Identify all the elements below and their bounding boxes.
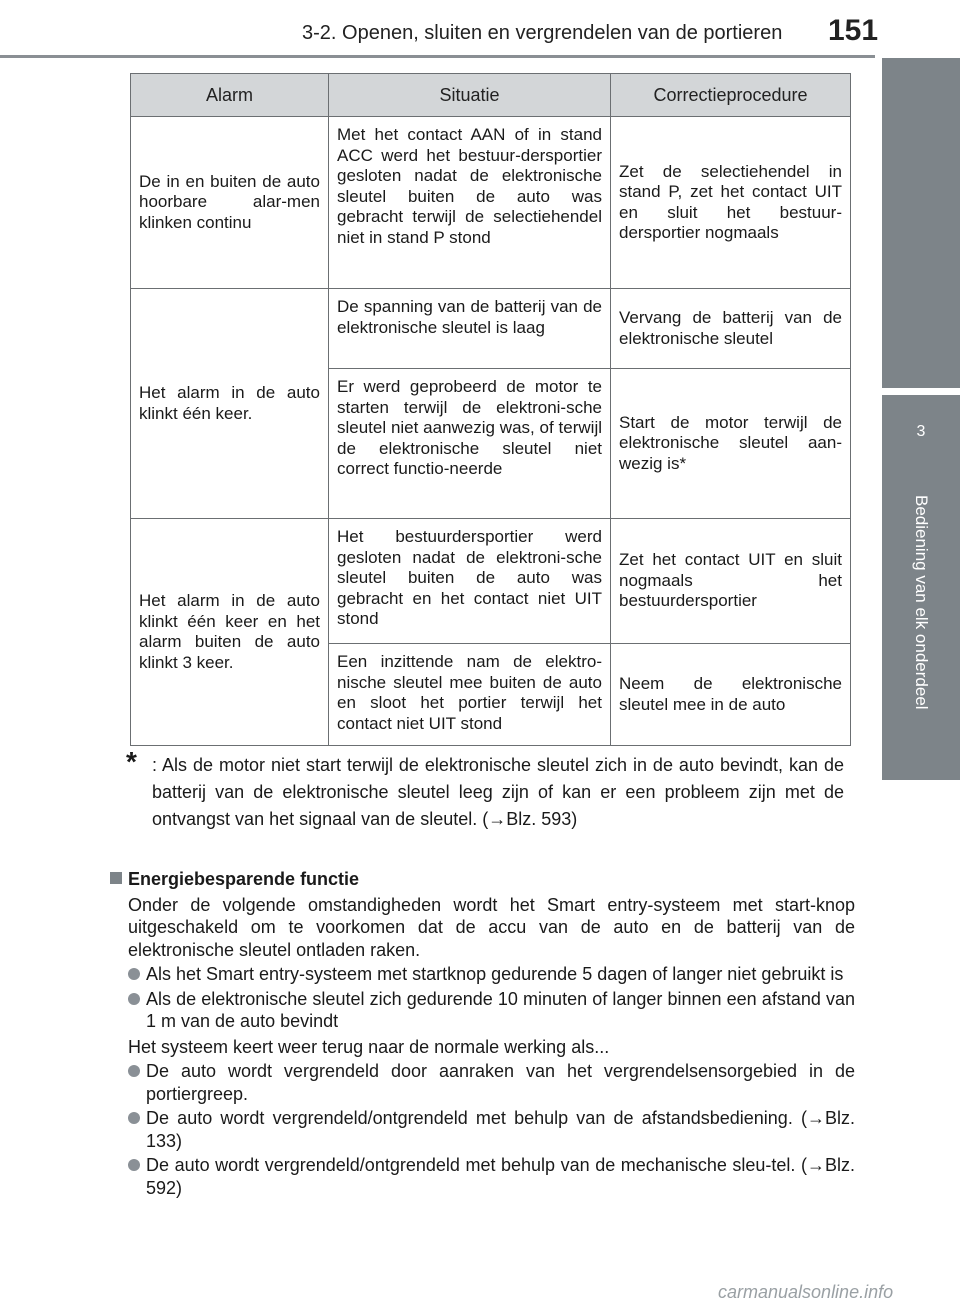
situation-cell: De spanning van de batterij van de elektronische sleutel is laag bbox=[329, 289, 611, 369]
circle-bullet-icon bbox=[128, 1112, 140, 1124]
circle-bullet-icon bbox=[128, 1159, 140, 1171]
square-bullet-icon bbox=[110, 872, 122, 884]
alarm-cell: De in en buiten de auto hoorbare alar-men klinken continu bbox=[131, 117, 329, 289]
section-intro: Onder de volgende omstandigheden wordt het Smart entry-systeem met start-knop uitgeschakeld om te voorkomen dat de accu van de auto en de batterij van de elektronische sleutel ontladen raken. bbox=[128, 894, 855, 960]
alarm-table bbox=[130, 73, 851, 746]
list-item-text: De auto wordt vergrendeld door aanraken van het vergrendelsensorgebied in de portiergreep. bbox=[146, 1061, 855, 1104]
list-item-text: Als het Smart entry-systeem met startknop gedurende 5 dagen of langer niet gebruikt is bbox=[146, 964, 844, 984]
section-heading bbox=[110, 868, 855, 891]
column-header-alarm: Alarm bbox=[131, 74, 329, 117]
list-item bbox=[110, 963, 855, 986]
header-divider bbox=[0, 55, 875, 58]
list-item bbox=[110, 1060, 855, 1105]
procedure-cell: Vervang de batterij van de elektronische sleutel bbox=[611, 289, 851, 369]
situation-cell: Er werd geprobeerd de motor te starten terwijl de elektroni-sche sleutel niet aanwezig was, of terwijl de elektronische sleutel niet correct functio-neerde bbox=[329, 369, 611, 519]
alarm-cell: Het alarm in de auto klinkt één keer en het alarm buiten de auto klinkt 3 keer. bbox=[131, 519, 329, 746]
column-header-situation: Situatie bbox=[329, 74, 611, 117]
procedure-cell: Start de motor terwijl de elektronische sleutel aan-wezig is* bbox=[611, 369, 851, 519]
table-row bbox=[131, 289, 851, 369]
procedure-cell: Neem de elektronische sleutel mee in de auto bbox=[611, 644, 851, 746]
list-item bbox=[110, 988, 855, 1033]
section-heading-text: Energiebesparende functie bbox=[128, 869, 360, 889]
energy-saving-section bbox=[110, 868, 855, 1199]
situation-cell: Met het contact AAN of in stand ACC werd het bestuur-dersportier gesloten nadat de elektronische sleutel buiten de auto was gebracht terwijl de selectiehendel niet in stand P stond bbox=[329, 117, 611, 289]
side-chapter-tab bbox=[882, 395, 960, 780]
table-row bbox=[131, 519, 851, 644]
list-item bbox=[110, 1154, 855, 1199]
chapter-label: Bediening van elk onderdeel bbox=[912, 495, 931, 710]
column-header-procedure: Correctieprocedure bbox=[611, 74, 851, 117]
page-number: 151 bbox=[828, 14, 879, 47]
table-footnote bbox=[126, 746, 844, 833]
table-row bbox=[131, 117, 851, 289]
procedure-cell: Zet de selectiehendel in stand P, zet het contact UIT en sluit het bestuur-dersportier nogmaals bbox=[611, 117, 851, 289]
watermark: carmanualsonline.info bbox=[718, 1282, 894, 1302]
section-middle: Het systeem keert weer terug naar de normale werking als... bbox=[128, 1036, 610, 1057]
table-header-row bbox=[131, 74, 851, 117]
footnote-marker: * bbox=[126, 746, 137, 777]
chapter-number: 3 bbox=[916, 423, 926, 440]
list-item-text: De auto wordt vergrendeld/ontgrendeld met behulp van de mechanische sleu-tel. (→Blz. 592) bbox=[146, 1155, 855, 1198]
situation-cell: Een inzittende nam de elektro-nische sleutel mee buiten de auto en sloot het portier terwijl het contact niet UIT stond bbox=[329, 644, 611, 746]
situation-cell: Het bestuurdersportier werd gesloten nadat de elektroni-sche sleutel buiten de auto was gebracht en het contact niet UIT stond bbox=[329, 519, 611, 644]
list-item-text: De auto wordt vergrendeld/ontgrendeld met behulp van de afstandsbediening. (→Blz. 133) bbox=[146, 1108, 855, 1151]
alarm-cell: Het alarm in de auto klinkt één keer. bbox=[131, 289, 329, 519]
circle-bullet-icon bbox=[128, 968, 140, 980]
chapter-title: 3-2. Openen, sluiten en vergrendelen van de portieren bbox=[302, 22, 783, 44]
page-header bbox=[0, 0, 960, 60]
list-item bbox=[110, 1107, 855, 1152]
list-item-text: Als de elektronische sleutel zich gedurende 10 minuten of langer binnen een afstand van 1 m van de auto bevindt bbox=[146, 988, 855, 1031]
procedure-cell: Zet het contact UIT en sluit nogmaals het bestuurdersportier bbox=[611, 519, 851, 644]
footnote-text: : Als de motor niet start terwijl de elektronische sleutel zich in de auto bevindt, kan de batterij van de elektronische sleutel leeg zijn of kan er een probleem zijn met de ontvangst van het signaal van de sleutel. (→Blz. 593) bbox=[152, 755, 844, 829]
side-tab-upper bbox=[882, 58, 960, 388]
circle-bullet-icon bbox=[128, 993, 140, 1005]
circle-bullet-icon bbox=[128, 1065, 140, 1077]
